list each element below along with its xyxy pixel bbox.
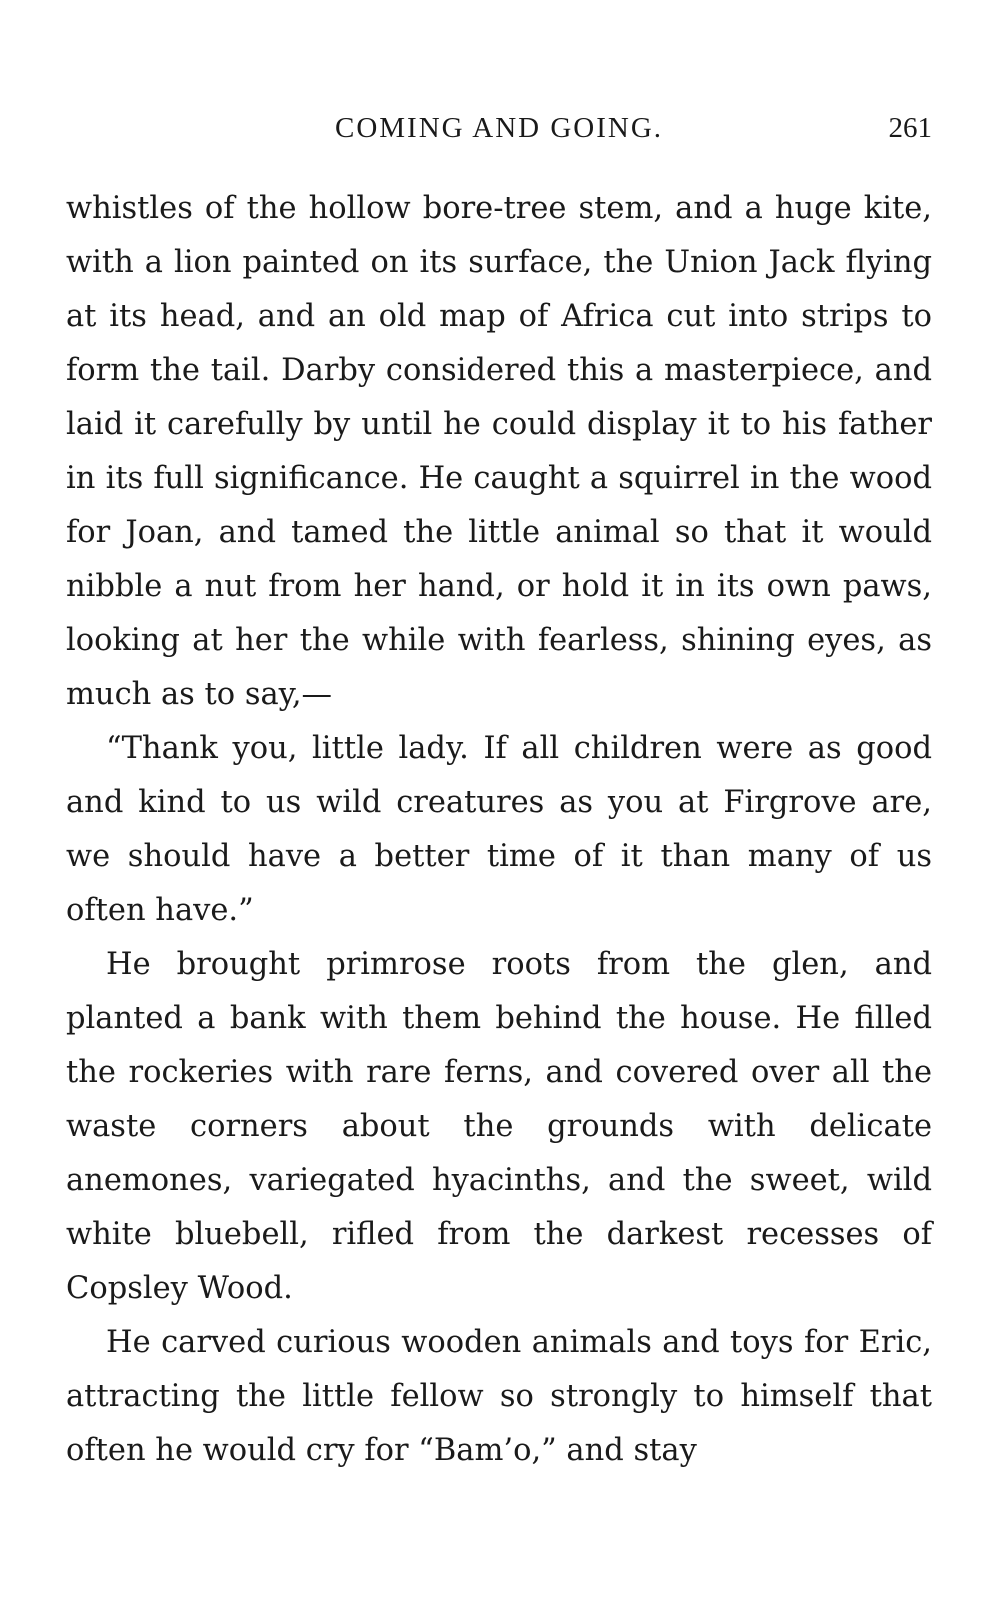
- page-number: 261: [888, 112, 932, 144]
- running-title: COMING AND GOING.: [334, 112, 664, 144]
- paragraph: He carved curious wooden animals and toys for Eric, attracting the little fellow so strongly to himself that often he would cry for “Bam’o,” and stay: [66, 1325, 932, 1468]
- paragraph: He brought primrose roots from the glen, and planted a bank with them behind the house. He filled the rockeries with rare ferns, and covered over all the waste corners about the grounds with delicate anemones, variegated hyacinths, and the sweet, wild white bluebell, rifled from the darkest recesses of Copsley Wood.: [66, 947, 932, 1306]
- paragraph-quote: “Thank you, little lady. If all children were as good and kind to us wild creatures as you at Firgrove are, we should have a better time of it than many of us often have.”: [66, 731, 932, 928]
- body-text: [66, 182, 932, 1478]
- running-header: [66, 112, 932, 152]
- paragraph-continued: whistles of the hollow bore-tree stem, and a huge kite, with a lion painted on its surface, the Union Jack flying at its head, and an old map of Africa cut into strips to form the tail. Darby considered this a masterpiece, and laid it carefully by until he could display it to his father in its full significance. He caught a squirrel in the wood for Joan, and tamed the little animal so that it would nibble a nut from her hand, or hold it in its own paws, looking at her the while with fearless, shining eyes, as much as to say,—: [66, 191, 932, 712]
